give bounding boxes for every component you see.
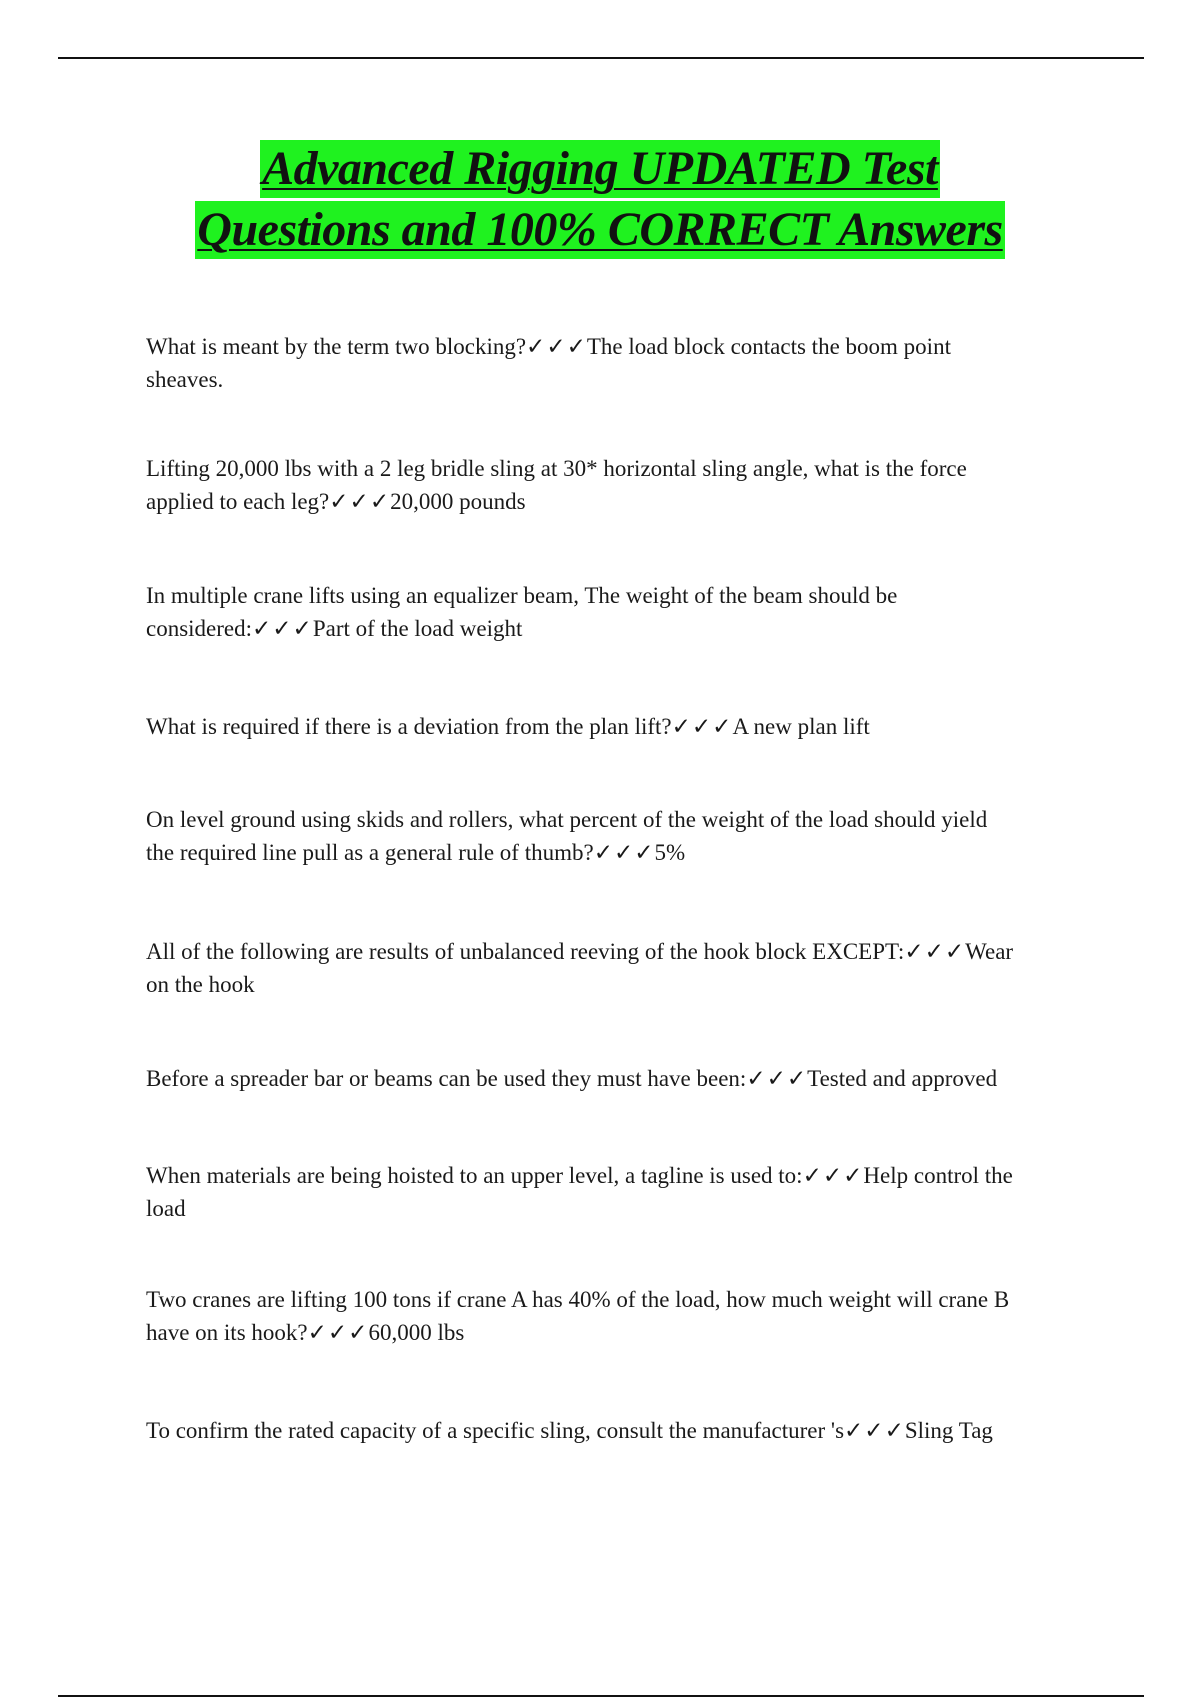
answer-text: Tested and approved bbox=[807, 1066, 998, 1091]
question-text: On level ground using skids and rollers, what percent of the weight of the load should yield bbox=[146, 807, 988, 832]
check-mark-icon: ✓✓✓ bbox=[329, 489, 391, 514]
check-mark-icon: ✓✓✓ bbox=[844, 1418, 905, 1443]
check-mark-icon: ✓✓✓ bbox=[802, 1163, 864, 1188]
answer-text: A new plan lift bbox=[732, 714, 870, 739]
bottom-rule bbox=[58, 1695, 1144, 1697]
qa-item-10 bbox=[146, 1414, 1076, 1447]
qa-item-2 bbox=[146, 452, 1076, 518]
question-text: have on its hook? bbox=[146, 1320, 308, 1345]
answer-text: Help control the bbox=[863, 1163, 1013, 1188]
answer-text: load bbox=[146, 1196, 186, 1221]
check-mark-icon: ✓✓✓ bbox=[671, 714, 733, 739]
answer-text: sheaves. bbox=[146, 367, 224, 392]
qa-item-9 bbox=[146, 1283, 1076, 1349]
question-text: What is required if there is a deviation from the plan lift? bbox=[146, 714, 672, 739]
top-rule bbox=[58, 57, 1144, 59]
check-mark-icon: ✓✓✓ bbox=[904, 939, 966, 964]
question-text: considered: bbox=[146, 616, 253, 641]
answer-text: on the hook bbox=[146, 972, 255, 997]
question-text: All of the following are results of unbalanced reeving of the hook block EXCEPT: bbox=[146, 939, 905, 964]
qa-item-5 bbox=[146, 803, 1076, 869]
qa-item-8 bbox=[146, 1159, 1076, 1225]
title-line-1: Advanced Rigging UPDATED Test bbox=[260, 140, 940, 198]
question-text: To confirm the rated capacity of a specific sling, consult the manufacturer 's bbox=[146, 1418, 845, 1443]
question-text: Lifting 20,000 lbs with a 2 leg bridle sling at 30* horizontal sling angle, what is the force bbox=[146, 456, 967, 481]
check-mark-icon: ✓✓✓ bbox=[593, 840, 655, 865]
question-text: When materials are being hoisted to an upper level, a tagline is used to: bbox=[146, 1163, 803, 1188]
answer-text: Wear bbox=[965, 939, 1014, 964]
qa-item-1 bbox=[146, 330, 1076, 396]
qa-item-3 bbox=[146, 579, 1076, 645]
qa-item-4 bbox=[146, 710, 1076, 743]
answer-text: The load block contacts the boom point bbox=[586, 334, 951, 359]
qa-item-6 bbox=[146, 935, 1076, 1001]
question-text: What is meant by the term two blocking? bbox=[146, 334, 527, 359]
qa-item-7 bbox=[146, 1062, 1076, 1095]
answer-text: 20,000 pounds bbox=[390, 489, 526, 514]
check-mark-icon: ✓✓✓ bbox=[252, 616, 313, 641]
question-text: applied to each leg? bbox=[146, 489, 330, 514]
answer-text: Part of the load weight bbox=[312, 616, 523, 641]
question-text: Two cranes are lifting 100 tons if crane A has 40% of the load, how much weight will crane B bbox=[146, 1287, 1010, 1312]
title-line-2: Questions and 100% CORRECT Answers bbox=[195, 201, 1004, 259]
document-title bbox=[0, 140, 1200, 262]
question-text: In multiple crane lifts using an equalizer beam, The weight of the beam should be bbox=[146, 583, 898, 608]
check-mark-icon: ✓✓✓ bbox=[746, 1066, 808, 1091]
answer-text: 60,000 lbs bbox=[368, 1320, 465, 1345]
check-mark-icon: ✓✓✓ bbox=[307, 1320, 369, 1345]
check-mark-icon: ✓✓✓ bbox=[526, 334, 587, 359]
answer-text: 5% bbox=[654, 840, 686, 865]
question-text: the required line pull as a general rule of thumb? bbox=[146, 840, 594, 865]
question-text: Before a spreader bar or beams can be used they must have been: bbox=[146, 1066, 747, 1091]
answer-text: Sling Tag bbox=[904, 1418, 993, 1443]
